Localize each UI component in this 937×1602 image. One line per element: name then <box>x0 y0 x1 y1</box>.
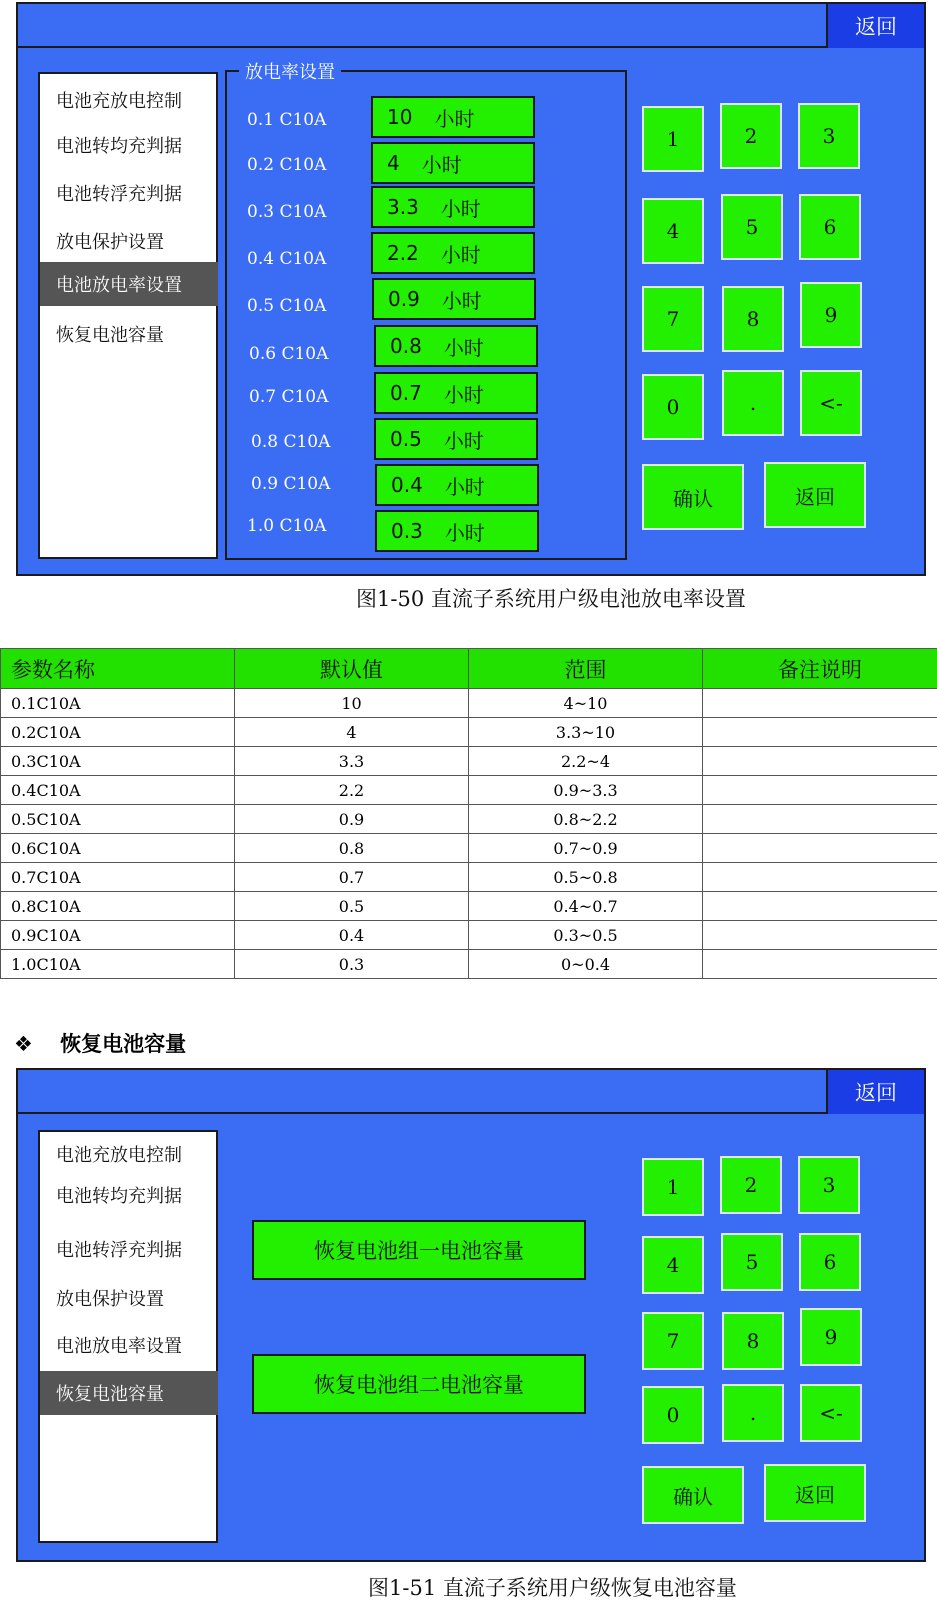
rate-label-1.0c: 1.0 C10A <box>247 516 326 536</box>
menu-item-charge-discharge-control[interactable]: 电池充放电控制 <box>40 78 218 122</box>
cell-range: 0.3~0.5 <box>469 921 703 950</box>
table-row <box>1 950 937 979</box>
menu-item-discharge-rate[interactable]: 电池放电率设置 <box>40 1323 218 1367</box>
rate-field-0.8c[interactable] <box>374 418 538 460</box>
table-row <box>1 805 937 834</box>
table-row <box>1 834 937 863</box>
section-title: 恢复电池容量 <box>60 1032 186 1056</box>
rate-field-0.9c[interactable] <box>375 464 539 506</box>
header-range: 范围 <box>469 649 703 689</box>
menu-item-float-criteria[interactable]: 电池转浮充判据 <box>40 1227 218 1271</box>
rate-unit: 小时 <box>445 471 485 500</box>
rate-unit: 小时 <box>444 332 484 361</box>
rate-field-0.3c[interactable] <box>371 186 535 228</box>
cell-param: 0.2C10A <box>1 718 235 747</box>
cell-param: 0.4C10A <box>1 776 235 805</box>
cell-range: 0.4~0.7 <box>469 892 703 921</box>
rate-field-0.2c[interactable] <box>371 142 535 184</box>
cell-default: 4 <box>235 718 469 747</box>
rate-value: 0.7 <box>390 381 422 405</box>
rate-label-0.6c: 0.6 C10A <box>249 344 328 364</box>
rate-value: 0.8 <box>390 334 422 358</box>
return-button[interactable]: 返回 <box>764 1464 866 1522</box>
cell-param: 0.9C10A <box>1 921 235 950</box>
keypad-key-6[interactable]: 6 <box>799 194 861 260</box>
parameter-table <box>0 648 937 979</box>
cell-param: 0.1C10A <box>1 689 235 718</box>
keypad-key-dot[interactable]: . <box>722 370 784 436</box>
table-header-row <box>1 649 937 689</box>
menu-item-restore-capacity[interactable]: 恢复电池容量 <box>40 1371 218 1415</box>
cell-remark <box>703 950 937 979</box>
group-title: 放电率设置 <box>239 58 341 84</box>
cell-default: 0.8 <box>235 834 469 863</box>
table-row <box>1 892 937 921</box>
rate-field-0.1c[interactable] <box>371 96 535 138</box>
rate-label-0.9c: 0.9 C10A <box>251 474 330 494</box>
cell-remark <box>703 805 937 834</box>
keypad-key-9[interactable]: 9 <box>800 282 862 348</box>
cell-range: 0.7~0.9 <box>469 834 703 863</box>
cell-range: 0~0.4 <box>469 950 703 979</box>
cell-range: 0.8~2.2 <box>469 805 703 834</box>
rate-unit: 小时 <box>444 379 484 408</box>
rate-value: 0.4 <box>391 473 423 497</box>
table-row <box>1 776 937 805</box>
rate-unit: 小时 <box>434 103 474 132</box>
rate-unit: 小时 <box>441 193 481 222</box>
cell-default: 0.4 <box>235 921 469 950</box>
menu-item-equalize-criteria[interactable]: 电池转均充判据 <box>40 1173 218 1217</box>
rate-label-0.2c: 0.2 C10A <box>247 155 326 175</box>
keypad-key-4[interactable]: 4 <box>642 198 704 264</box>
discharge-rate-group <box>225 70 627 560</box>
diamond-bullet-icon: ❖ <box>14 1032 33 1056</box>
confirm-button[interactable]: 确认 <box>642 1466 744 1524</box>
cell-range: 0.9~3.3 <box>469 776 703 805</box>
cell-default: 0.5 <box>235 892 469 921</box>
cell-remark <box>703 776 937 805</box>
keypad-key-1[interactable]: 1 <box>642 1158 704 1216</box>
cell-default: 0.7 <box>235 863 469 892</box>
cell-param: 0.5C10A <box>1 805 235 834</box>
title-bar <box>18 1070 924 1114</box>
section-heading <box>14 1028 186 1058</box>
rate-label-0.3c: 0.3 C10A <box>247 202 326 222</box>
rate-unit: 小时 <box>444 425 484 454</box>
cell-range: 0.5~0.8 <box>469 863 703 892</box>
keypad-key-6[interactable]: 6 <box>799 1233 861 1291</box>
title-bar <box>18 4 924 48</box>
rate-value: 10 <box>387 105 412 129</box>
keypad-key-0[interactable]: 0 <box>642 1386 704 1444</box>
menu-item-float-criteria[interactable]: 电池转浮充判据 <box>40 171 218 215</box>
menu-item-charge-discharge-control[interactable]: 电池充放电控制 <box>40 1132 218 1176</box>
keypad-key-8[interactable]: 8 <box>722 286 784 352</box>
keypad-key-7[interactable]: 7 <box>642 1312 704 1370</box>
cell-default: 0.9 <box>235 805 469 834</box>
menu-item-restore-capacity[interactable]: 恢复电池容量 <box>40 312 218 356</box>
rate-field-0.6c[interactable] <box>374 325 538 367</box>
table-row <box>1 921 937 950</box>
cell-param: 0.7C10A <box>1 863 235 892</box>
rate-field-0.4c[interactable] <box>371 232 535 274</box>
table-row <box>1 863 937 892</box>
figure-caption-1-51: 图1-51 直流子系统用户级恢复电池容量 <box>368 1572 737 1602</box>
keypad-key-dot[interactable]: . <box>722 1384 784 1442</box>
table-row <box>1 747 937 776</box>
keypad-key-5[interactable]: 5 <box>721 1233 783 1291</box>
settings-menu <box>38 1130 218 1543</box>
cell-range: 4~10 <box>469 689 703 718</box>
rate-unit: 小时 <box>441 239 481 268</box>
back-button[interactable]: 返回 <box>826 4 924 48</box>
keypad-key-backspace[interactable]: <- <box>800 1384 862 1442</box>
table-row <box>1 689 937 718</box>
cell-remark <box>703 892 937 921</box>
cell-remark <box>703 747 937 776</box>
cell-remark <box>703 863 937 892</box>
cell-default: 0.3 <box>235 950 469 979</box>
discharge-rate-screen <box>16 2 926 576</box>
keypad-key-3[interactable]: 3 <box>798 103 860 169</box>
rate-label-0.8c: 0.8 C10A <box>251 432 330 452</box>
keypad-key-7[interactable]: 7 <box>642 286 704 352</box>
keypad-key-2[interactable]: 2 <box>720 103 782 169</box>
keypad-key-5[interactable]: 5 <box>721 194 783 260</box>
cell-param: 0.8C10A <box>1 892 235 921</box>
rate-field-0.5c[interactable] <box>372 278 536 320</box>
rate-value: 0.3 <box>391 519 423 543</box>
cell-param: 0.6C10A <box>1 834 235 863</box>
cell-range: 2.2~4 <box>469 747 703 776</box>
keypad-key-backspace[interactable]: <- <box>800 370 862 436</box>
confirm-button[interactable]: 确认 <box>642 464 744 530</box>
rate-field-1.0c[interactable] <box>375 510 539 552</box>
cell-remark <box>703 921 937 950</box>
header-default-value: 默认值 <box>235 649 469 689</box>
keypad-key-4[interactable]: 4 <box>642 1236 704 1294</box>
cell-default: 10 <box>235 689 469 718</box>
cell-range: 3.3~10 <box>469 718 703 747</box>
figure-caption-1-50: 图1-50 直流子系统用户级电池放电率设置 <box>356 583 746 613</box>
table-row <box>1 718 937 747</box>
rate-label-0.7c: 0.7 C10A <box>249 387 328 407</box>
rate-label-0.4c: 0.4 C10A <box>247 249 326 269</box>
keypad-key-0[interactable]: 0 <box>642 374 704 440</box>
rate-value: 3.3 <box>387 195 419 219</box>
rate-unit: 小时 <box>422 149 462 178</box>
keypad-key-8[interactable]: 8 <box>722 1312 784 1370</box>
cell-param: 1.0C10A <box>1 950 235 979</box>
keypad-key-1[interactable]: 1 <box>642 106 704 172</box>
cell-remark <box>703 834 937 863</box>
cell-default: 2.2 <box>235 776 469 805</box>
rate-value: 0.9 <box>388 287 420 311</box>
keypad-key-3[interactable]: 3 <box>798 1156 860 1214</box>
rate-label-0.1c: 0.1 C10A <box>247 110 326 130</box>
menu-item-equalize-criteria[interactable]: 电池转均充判据 <box>40 123 218 167</box>
restore-battery-group-2-button[interactable]: 恢复电池组二电池容量 <box>252 1354 586 1414</box>
keypad-key-2[interactable]: 2 <box>720 1156 782 1214</box>
cell-remark <box>703 718 937 747</box>
restore-capacity-screen <box>16 1068 926 1562</box>
rate-field-0.7c[interactable] <box>374 372 538 414</box>
rate-value: 0.5 <box>390 427 422 451</box>
header-param-name: 参数名称 <box>1 649 235 689</box>
cell-default: 3.3 <box>235 747 469 776</box>
rate-value: 4 <box>387 151 400 175</box>
rate-value: 2.2 <box>387 241 419 265</box>
back-button[interactable]: 返回 <box>826 1070 924 1114</box>
return-button[interactable]: 返回 <box>764 462 866 528</box>
menu-item-discharge-protection[interactable]: 放电保护设置 <box>40 1276 218 1320</box>
rate-label-0.5c: 0.5 C10A <box>247 296 326 316</box>
cell-param: 0.3C10A <box>1 747 235 776</box>
menu-item-discharge-rate[interactable]: 电池放电率设置 <box>40 262 218 306</box>
rate-unit: 小时 <box>442 285 482 314</box>
settings-menu <box>38 72 218 559</box>
menu-item-discharge-protection[interactable]: 放电保护设置 <box>40 219 218 263</box>
rate-unit: 小时 <box>445 517 485 546</box>
keypad-key-9[interactable]: 9 <box>800 1308 862 1366</box>
header-remarks: 备注说明 <box>703 649 937 689</box>
cell-remark <box>703 689 937 718</box>
restore-battery-group-1-button[interactable]: 恢复电池组一电池容量 <box>252 1220 586 1280</box>
